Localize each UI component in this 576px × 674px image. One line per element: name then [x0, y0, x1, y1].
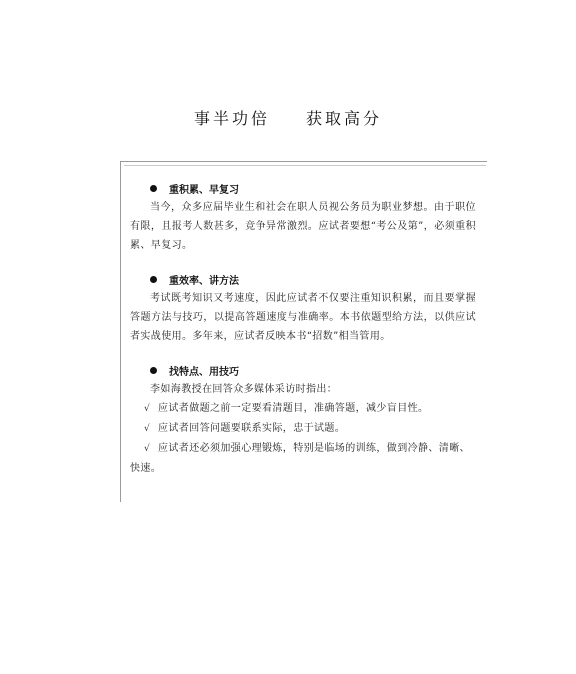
section-paragraph: 考试既考知识又考速度，因此应试者不仅要注重知识积累，而且要掌握答题方法与技巧，以提高答题速度与准确率。本书依题型给方法，以供应试者实战使用。多年来，应试者反映本书“招数”相当管用。 — [130, 293, 476, 342]
list-item-text: 应试者回答问题要联系实际，忠于试题。 — [158, 423, 346, 434]
list-item — [130, 419, 476, 439]
list-item-text: 应试者还必须加强心理锻炼，特别是临场的训练，做到冷静、清晰、快速。 — [130, 443, 470, 474]
content-body — [130, 178, 476, 492]
section-heading — [150, 269, 476, 289]
section-efficiency — [130, 269, 476, 346]
check-icon: √ — [144, 444, 151, 454]
list-item-text: 应试者做题之前一定要看清题目，准确答题，减少盲目性。 — [158, 403, 429, 414]
page-title — [0, 106, 576, 129]
list-item — [130, 399, 476, 419]
section-techniques — [130, 360, 476, 478]
section-lead-text: 李如海教授在回答众多媒体采访时指出： — [150, 384, 338, 395]
section-accumulation — [130, 178, 476, 255]
section-heading-label: 重积累、早复习 — [169, 184, 239, 196]
section-paragraph: 当今，众多应届毕业生和社会在职人员视公务员为职业梦想。由于职位有限，且报考人数甚多，竞争异常激烈。应试者要想“考公及第”，必须重积累、早复习。 — [130, 202, 476, 251]
title-part-1: 事半功倍 — [193, 109, 270, 128]
section-heading-label: 找特点、用技巧 — [169, 366, 239, 378]
bullet-icon — [150, 185, 157, 192]
title-part-2: 获取高分 — [306, 109, 383, 128]
frame-divider — [124, 165, 486, 166]
section-heading — [150, 178, 476, 198]
list-item — [130, 439, 476, 478]
bullet-icon — [150, 276, 157, 283]
bullet-icon — [150, 367, 157, 374]
check-icon: √ — [144, 424, 151, 434]
section-heading — [150, 360, 476, 380]
section-heading-label: 重效率、讲方法 — [169, 275, 239, 287]
check-icon: √ — [144, 404, 151, 414]
